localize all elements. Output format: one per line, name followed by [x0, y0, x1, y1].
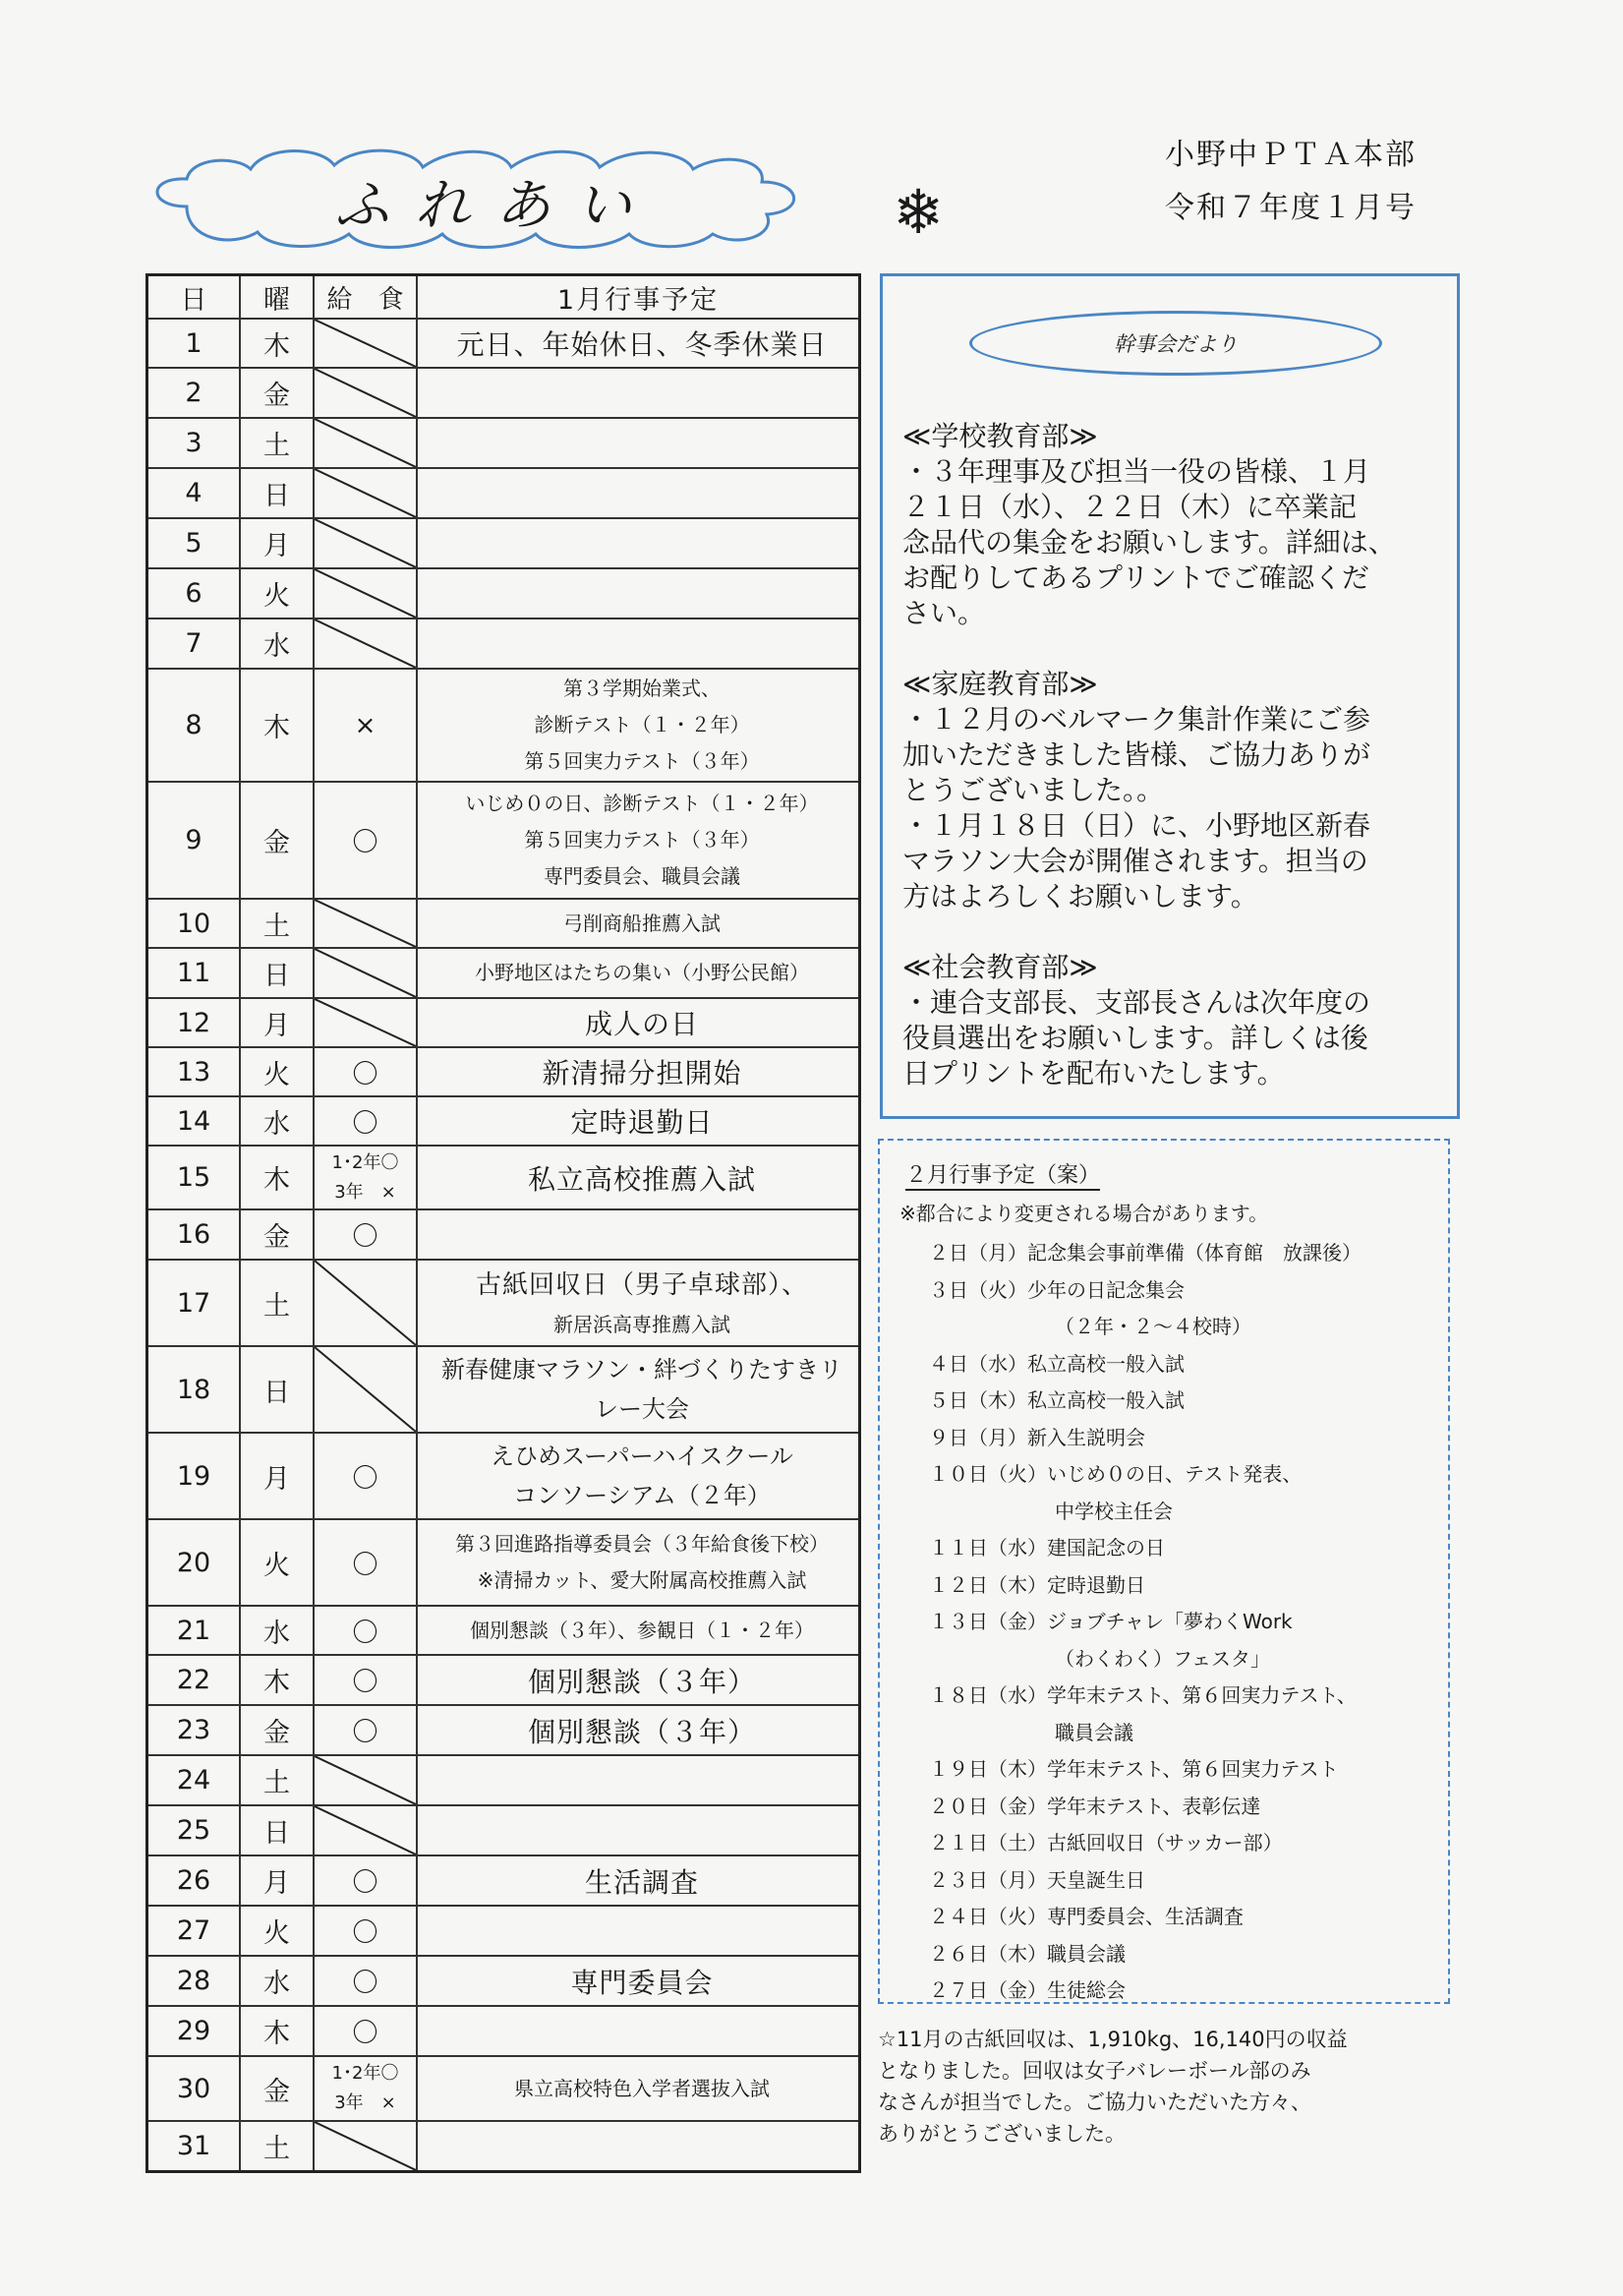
event-cell	[416, 1520, 858, 1605]
event-line: レー大会	[595, 1395, 689, 1423]
january-schedule-table	[145, 273, 861, 2173]
february-plan-item: １９日（木）学年末テスト、第６回実力テスト	[929, 1757, 1339, 1781]
event-cell	[416, 1607, 858, 1654]
day-cell: 29	[176, 2016, 211, 2046]
event-line: 生活調査	[584, 1865, 699, 1899]
table-row	[148, 1518, 858, 1605]
lunch-mark: 〇	[313, 1048, 416, 1095]
section-social-education	[902, 950, 1448, 1091]
no-lunch-slash	[313, 569, 416, 618]
table-row	[148, 517, 858, 567]
event-line: 新居浜高専推薦入試	[553, 1312, 730, 1336]
event-line: ※清掃カット、愛大附属高校推薦入試	[477, 1568, 807, 1592]
event-line: 成人の日	[584, 1008, 699, 1040]
weekday-cell: 金	[239, 1210, 313, 1259]
event-cell	[416, 1048, 858, 1095]
event-line: 私立高校推薦入試	[527, 1162, 756, 1196]
table-row	[148, 1804, 858, 1854]
weekday-cell: 火	[239, 1907, 313, 1955]
lunch-mark: 〇	[313, 1957, 416, 2005]
event-line: 診断テスト（１・２年）	[534, 713, 750, 736]
day-cell: 4	[185, 478, 203, 508]
day-cell: 21	[176, 1615, 211, 1646]
weekday-cell: 木	[239, 320, 313, 367]
event-cell	[416, 2057, 858, 2120]
event-line: 新清掃分担開始	[542, 1057, 742, 1089]
no-lunch-slash	[313, 999, 416, 1046]
lunch-mark: 〇	[313, 1210, 416, 1259]
weekday-cell: 日	[239, 949, 313, 997]
lunch-mark: 〇	[313, 1656, 416, 1704]
paper-recycling-note: ☆11月の古紙回収は、1,910kg、16,140円の収益 となりました。回収は女子バレーボール部のみ なさんが担当でした。ご協力いただいた方々、 ありがとうございました。	[878, 2028, 1348, 2146]
weekday-cell: 月	[239, 1856, 313, 1905]
newsletter-title: ふれあい	[334, 174, 657, 238]
table-row	[148, 1654, 858, 1704]
day-cell: 25	[176, 1815, 211, 1846]
table-row	[148, 898, 858, 947]
table-row	[148, 1345, 858, 1432]
slash-mark	[315, 1261, 416, 1345]
header-day: 日	[180, 284, 207, 316]
day-cell: 24	[176, 1765, 211, 1796]
february-plan-item: ２日（月）記念集会事前準備（体育館 放課後）	[929, 1241, 1362, 1265]
february-plan-note: ※都合により変更される場合があります。	[899, 1202, 1269, 1225]
day-cell: 5	[185, 528, 203, 559]
no-lunch-slash	[313, 1261, 416, 1345]
no-lunch-slash	[313, 949, 416, 997]
day-cell: 13	[176, 1056, 211, 1088]
lunch-grade-lines	[332, 2059, 399, 2118]
committee-news-title: 幹事会だより	[969, 311, 1382, 376]
committee-news-body	[902, 419, 1448, 1127]
weekday-cell: 土	[239, 419, 313, 467]
event-line: 弓削商船推薦入試	[563, 911, 721, 935]
table-row	[148, 417, 858, 467]
weekday-cell: 金	[239, 1706, 313, 1754]
day-cell: 19	[176, 1460, 211, 1492]
weekday-cell: 水	[239, 1607, 313, 1654]
february-plan-item: １０日（火）いじめ０の日、テスト発表、	[929, 1462, 1303, 1486]
section-text: ・連合支部長、支部長さんは次年度の 役員選出をお願いします。詳しくは後 日プリントを配布いたします。	[902, 986, 1371, 1089]
table-row	[148, 567, 858, 618]
event-cell	[416, 519, 858, 567]
lunch-by-grade	[313, 1147, 416, 1208]
table-row	[148, 2055, 858, 2120]
event-line: 第５回実力テスト（３年）	[524, 749, 760, 773]
section-title: ≪家庭教育部≫	[902, 668, 1098, 700]
event-cell	[416, 1907, 858, 1955]
day-cell: 12	[176, 1007, 211, 1038]
slash-mark	[315, 519, 416, 567]
slash-mark	[315, 2122, 416, 2170]
weekday-cell: 土	[239, 1261, 313, 1345]
event-cell	[416, 1434, 858, 1518]
event-line: 個別懇談（３年）	[527, 1665, 756, 1698]
slash-mark	[315, 369, 416, 417]
february-plan-item: ４日（水）私立高校一般入試	[929, 1351, 1185, 1376]
weekday-cell: 火	[239, 569, 313, 618]
weekday-cell: 木	[239, 2007, 313, 2055]
weekday-cell: 水	[239, 1097, 313, 1145]
lunch-grade-line: 1･2年〇	[331, 2063, 399, 2084]
slash-mark	[315, 419, 416, 467]
event-cell	[416, 1147, 858, 1208]
weekday-cell: 月	[239, 519, 313, 567]
slash-mark	[315, 949, 416, 997]
slash-mark	[315, 999, 416, 1046]
lunch-mark: 〇	[313, 2007, 416, 2055]
weekday-cell: 火	[239, 1520, 313, 1605]
event-cell	[416, 900, 858, 947]
day-cell: 15	[176, 1162, 211, 1193]
table-row	[148, 1208, 858, 1259]
weekday-cell: 水	[239, 619, 313, 668]
lunch-mark: ×	[313, 670, 416, 781]
event-line: 個別懇談（３年）、参観日（１・２年）	[470, 1618, 814, 1642]
day-cell: 18	[176, 1374, 211, 1405]
slash-mark	[315, 1347, 416, 1432]
table-row	[148, 1259, 858, 1345]
february-plan-item: ２１日（土）古紙回収日（サッカー部）	[929, 1831, 1283, 1854]
weekday-cell: 日	[239, 469, 313, 517]
section-text: ・１２月のベルマーク集計作業にご参 加いただきました皆様、ご協力ありが とうございました。。 ・１月１８日（日）に、小野地区新春 マラソン大会が開催されます。担当の 方はよろしくお願いします。	[902, 703, 1371, 913]
february-plan-item: 職員会議	[1055, 1720, 1133, 1744]
event-cell	[416, 569, 858, 618]
weekday-cell: 火	[239, 1048, 313, 1095]
weekday-cell: 土	[239, 2122, 313, 2170]
february-plan-item: ２６日（木）職員会議	[929, 1941, 1126, 1966]
event-line: 小野地区はたちの集い（小野公民館）	[475, 961, 809, 984]
february-plan-item: ２４日（火）専門委員会、生活調査	[929, 1905, 1244, 1928]
february-plan-item: ２７日（金）生徒総会	[929, 1978, 1126, 2002]
weekday-cell: 水	[239, 1957, 313, 2005]
day-cell: 17	[176, 1287, 211, 1319]
event-line: いじめ０の日、診断テスト（１・２年）	[465, 792, 819, 815]
weekday-cell: 月	[239, 1434, 313, 1518]
table-row	[148, 1905, 858, 1955]
event-line: 第３学期始業式、	[563, 677, 721, 700]
event-cell	[416, 320, 858, 367]
weekday-cell: 木	[239, 1656, 313, 1704]
event-line: 専門委員会	[570, 1966, 714, 1999]
event-cell	[416, 1957, 858, 2005]
no-lunch-slash	[313, 469, 416, 517]
lunch-grade-line: 3年 ×	[334, 1181, 396, 1203]
table-row	[148, 367, 858, 417]
lunch-mark: 〇	[313, 1607, 416, 1654]
event-cell	[416, 369, 858, 417]
no-lunch-slash	[313, 419, 416, 467]
event-cell	[416, 1097, 858, 1145]
lunch-mark: 〇	[313, 1520, 416, 1605]
no-lunch-slash	[313, 1756, 416, 1804]
day-cell: 8	[185, 710, 203, 740]
table-row	[148, 1754, 858, 1804]
table-row	[148, 1095, 858, 1145]
issue-label: 令和７年度１月号	[1165, 191, 1417, 225]
event-cell	[416, 1756, 858, 1804]
february-plan-item: ５日（木）私立高校一般入試	[929, 1388, 1185, 1412]
table-row	[148, 2005, 858, 2055]
event-cell	[416, 2007, 858, 2055]
lunch-mark: 〇	[313, 1856, 416, 1905]
no-lunch-slash	[313, 320, 416, 367]
event-cell	[416, 419, 858, 467]
slash-mark	[315, 469, 416, 517]
lunch-grade-lines	[332, 1148, 399, 1207]
lunch-mark: 〇	[313, 1434, 416, 1518]
table-header-row	[148, 276, 858, 318]
day-cell: 7	[185, 628, 203, 659]
weekday-cell: 日	[239, 1347, 313, 1432]
event-line: 県立高校特色入学者選抜入試	[514, 2076, 770, 2100]
day-cell: 20	[176, 1547, 211, 1578]
lunch-mark: 〇	[313, 783, 416, 898]
no-lunch-slash	[313, 619, 416, 668]
section-home-education	[902, 667, 1448, 914]
event-cell	[416, 2122, 858, 2170]
event-line: 専門委員会、職員会議	[544, 864, 740, 888]
event-cell	[416, 1656, 858, 1704]
event-cell	[416, 949, 858, 997]
day-cell: 23	[176, 1715, 211, 1745]
section-text: ・３年理事及び担当一役の皆様、１月 ２１日（水）、２２日（木）に卒業記 念品代の集金をお願いします。詳細は、 お配りしてあるプリントでご確認くだ さい。	[902, 455, 1396, 629]
event-line: 第３回進路指導委員会（３年給食後下校）	[455, 1532, 829, 1556]
event-cell	[416, 619, 858, 668]
february-plan-item: 中学校主任会	[1055, 1499, 1173, 1523]
table-row	[148, 997, 858, 1046]
table-row	[148, 1605, 858, 1654]
table-row	[148, 1704, 858, 1754]
table-row	[148, 618, 858, 668]
table-row	[148, 1955, 858, 2005]
lunch-grade-line: 1･2年〇	[331, 1151, 399, 1173]
snowflake-icon: ❄	[893, 176, 944, 248]
event-cell	[416, 783, 858, 898]
day-cell: 28	[176, 1966, 211, 1996]
table-row	[148, 1145, 858, 1208]
event-cell	[416, 469, 858, 517]
header-events: 1月行事予定	[416, 276, 858, 318]
february-plan-item: （２年・２～４校時）	[1055, 1315, 1251, 1338]
weekday-cell: 日	[239, 1806, 313, 1854]
february-plan-title: ２月行事予定（案）	[905, 1158, 1100, 1191]
february-plan-box	[878, 1139, 1450, 2004]
table-row	[148, 1046, 858, 1095]
event-line: えひめスーパーハイスクール	[491, 1442, 793, 1470]
lunch-grade-line: 3年 ×	[334, 2092, 396, 2113]
event-cell	[416, 1706, 858, 1754]
slash-mark	[315, 619, 416, 668]
no-lunch-slash	[313, 519, 416, 567]
header-lunch: 給 食	[313, 276, 416, 318]
organization-name: 小野中ＰＴＡ本部	[1165, 138, 1417, 172]
table-body	[148, 318, 858, 2170]
table-row	[148, 318, 858, 367]
event-line: 新春健康マラソン・絆づくりたすきリ	[441, 1356, 842, 1383]
day-cell: 3	[185, 428, 203, 458]
february-plan-item: １３日（金）ジョブチャレ「夢わくWork	[929, 1610, 1293, 1633]
weekday-cell: 金	[239, 2057, 313, 2120]
table-row	[148, 1854, 858, 1905]
section-school-education	[902, 419, 1448, 631]
event-cell	[416, 1856, 858, 1905]
day-cell: 14	[176, 1105, 211, 1137]
february-plan-item: ９日（月）新入生説明会	[929, 1425, 1145, 1449]
event-cell	[416, 1261, 858, 1345]
weekday-cell: 金	[239, 369, 313, 417]
event-line: 定時退勤日	[570, 1106, 714, 1139]
day-cell: 1	[185, 327, 203, 359]
event-cell	[416, 1347, 858, 1432]
day-cell: 10	[176, 908, 211, 939]
weekday-cell: 金	[239, 783, 313, 898]
day-cell: 11	[176, 958, 211, 988]
february-plan-item: （わくわく）フェスタ」	[1055, 1646, 1270, 1671]
no-lunch-slash	[313, 1806, 416, 1854]
header-weekday: 曜	[239, 276, 313, 318]
day-cell: 31	[176, 2131, 211, 2161]
weekday-cell: 木	[239, 670, 313, 781]
table-row	[148, 781, 858, 898]
day-cell: 9	[185, 825, 203, 855]
slash-mark	[315, 1806, 416, 1854]
lunch-mark: 〇	[313, 1097, 416, 1145]
table-row	[148, 947, 858, 997]
event-cell	[416, 670, 858, 781]
event-line: 第５回実力テスト（３年）	[524, 828, 760, 852]
weekday-cell: 木	[239, 1147, 313, 1208]
day-cell: 2	[185, 378, 203, 408]
event-line: 元日、年始休日、冬季休業日	[456, 328, 828, 361]
day-cell: 27	[176, 1915, 211, 1946]
event-line: コンソーシアム（２年）	[513, 1482, 771, 1509]
no-lunch-slash	[313, 369, 416, 417]
no-lunch-slash	[313, 1347, 416, 1432]
february-plan-list	[929, 1235, 1362, 2010]
no-lunch-slash	[313, 900, 416, 947]
section-title: ≪社会教育部≫	[902, 951, 1098, 983]
day-cell: 22	[176, 1665, 211, 1695]
no-lunch-slash	[313, 2122, 416, 2170]
weekday-cell: 土	[239, 1756, 313, 1804]
weekday-cell: 土	[239, 900, 313, 947]
lunch-by-grade	[313, 2057, 416, 2120]
february-plan-item: ３日（火）少年の日記念集会	[929, 1277, 1185, 1302]
day-cell: 30	[176, 2073, 211, 2104]
day-cell: 26	[176, 1865, 211, 1896]
slash-mark	[315, 1756, 416, 1804]
february-plan-item: ２３日（月）天皇誕生日	[929, 1867, 1145, 1892]
slash-mark	[315, 569, 416, 618]
section-title: ≪学校教育部≫	[902, 420, 1098, 452]
event-cell	[416, 999, 858, 1046]
event-cell	[416, 1210, 858, 1259]
february-plan-item: １２日（木）定時退勤日	[929, 1572, 1145, 1597]
event-line: 個別懇談（３年）	[527, 1715, 756, 1748]
february-plan-item: ２０日（金）学年末テスト、表彰伝達	[929, 1794, 1261, 1818]
committee-news-box	[880, 273, 1460, 1119]
event-cell	[416, 1806, 858, 1854]
table-row	[148, 2120, 858, 2170]
february-plan-item: １１日（水）建国記念の日	[929, 1536, 1165, 1560]
weekday-cell: 月	[239, 999, 313, 1046]
slash-mark	[315, 900, 416, 947]
slash-mark	[315, 320, 416, 367]
day-cell: 6	[185, 578, 203, 609]
day-cell: 16	[176, 1219, 211, 1250]
table-row	[148, 1432, 858, 1518]
event-line: 古紙回収日（男子卓球部）、	[475, 1269, 808, 1300]
lunch-mark: 〇	[313, 1706, 416, 1754]
lunch-mark: 〇	[313, 1907, 416, 1955]
table-row	[148, 467, 858, 517]
table-row	[148, 668, 858, 781]
february-plan-item: １８日（水）学年末テスト、第６回実力テスト、	[929, 1683, 1357, 1707]
